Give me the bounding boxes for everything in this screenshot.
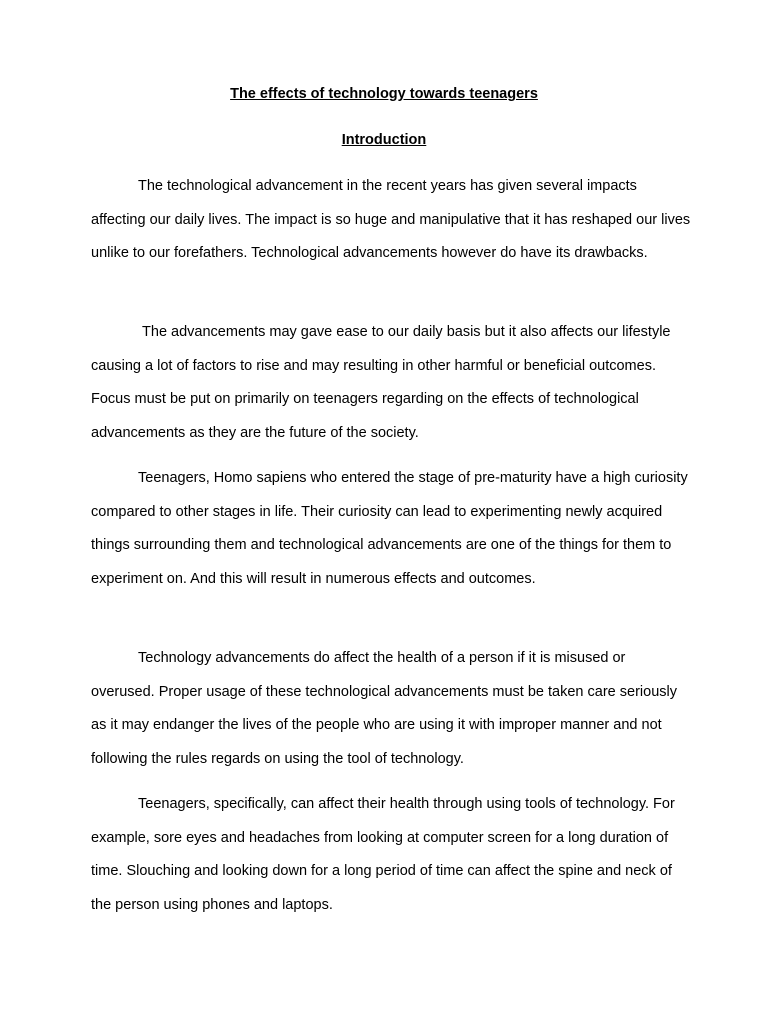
paragraph-1: The technological advancement in the recent years has given several impacts affecting our daily lives. The impact is so huge and manipulative that it has reshaped our lives unlike to our forefathers. Technological advancements however do have its drawbacks. <box>91 178 695 262</box>
paragraph-4: Technology advancements do affect the health of a person if it is misused or overused. Proper usage of these technological advancements must be taken care seriously as it may endanger the lives of the people who are using it with improper manner and not following the rules regards on using the tool of technology. <box>91 650 682 768</box>
paragraph-5: Teenagers, specifically, can affect their health through using tools of technology. For example, sore eyes and headaches from looking at computer screen for a long duration of time. Slouching and looking down for a long period of time can affect the spine and neck of the person using phones and laptops. <box>91 796 679 914</box>
section-heading-introduction: Introduction <box>341 132 427 148</box>
paragraph-3: Teenagers, Homo sapiens who entered the stage of pre-maturity have a high curiosity compared to other stages in life. Their curiosity can lead to experimenting newly acquired things surrounding them and technological advancements are one of the things for them to experiment on. And this will result in numerous effects and outcomes. <box>91 470 692 588</box>
paragraph-2: The advancements may gave ease to our daily basis but it also affects our lifestyle causing a lot of factors to rise and may resulting in other harmful or beneficial outcomes. Focus must be put on primarily on teenagers regarding on the effects of technological advancements as they are the future of the society. <box>91 324 675 442</box>
document-title: The effects of technology towards teenagers <box>230 86 538 102</box>
